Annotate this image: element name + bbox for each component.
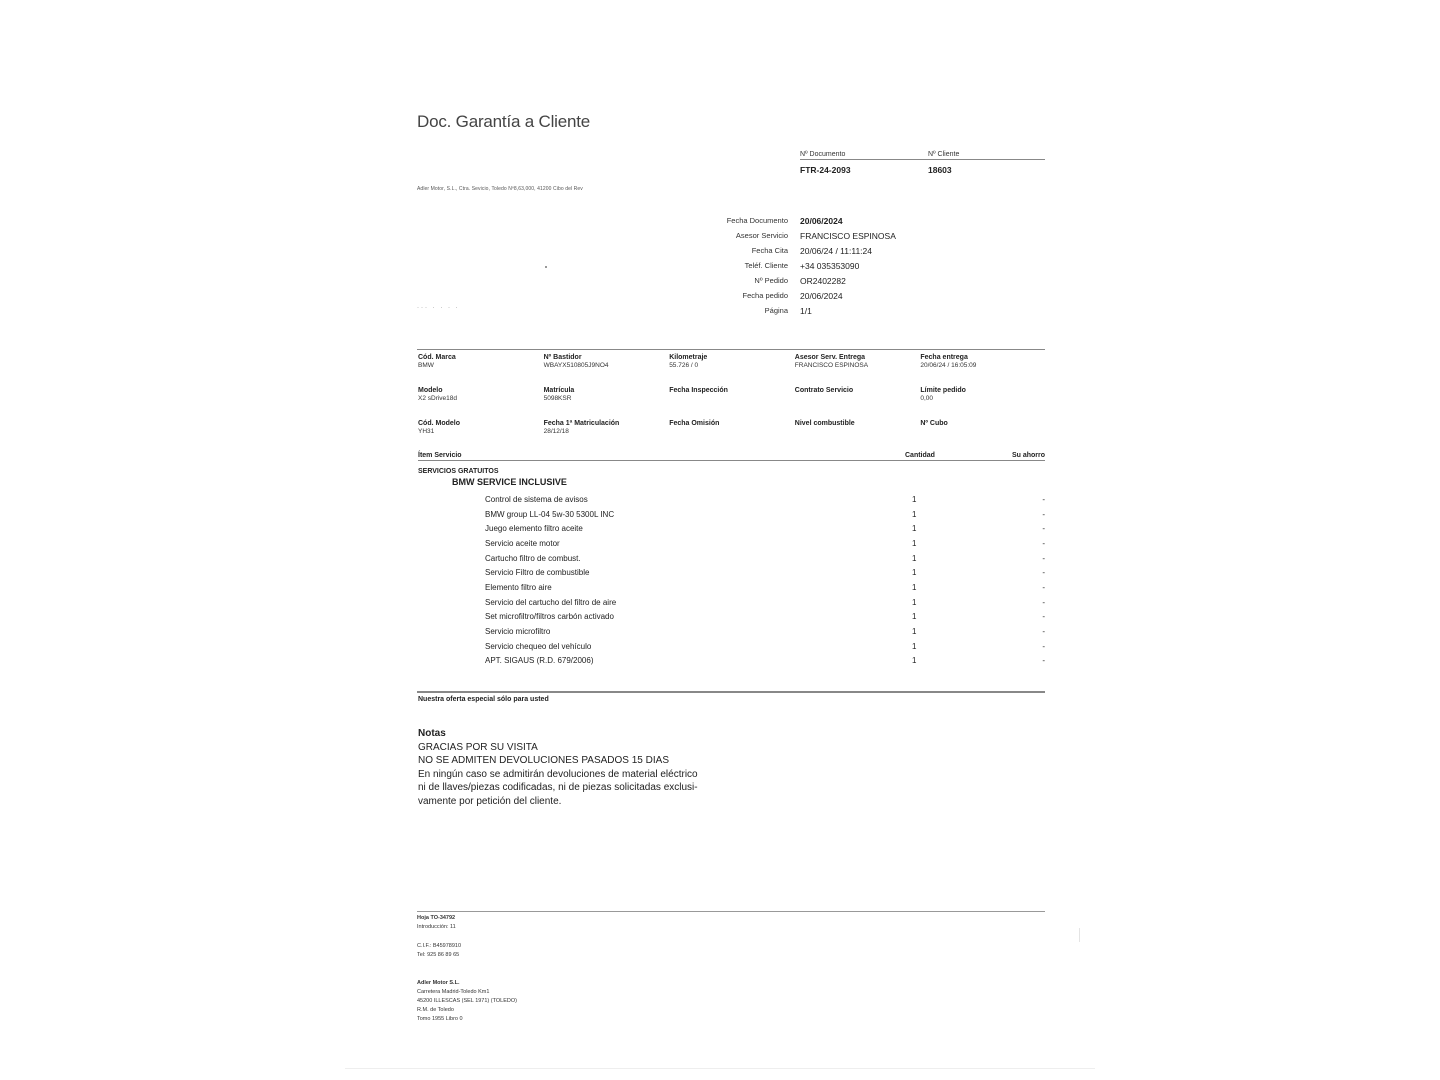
vehicle-label: Cód. Marca bbox=[418, 354, 456, 361]
meta-row bbox=[680, 288, 896, 303]
vehicle-value: 28/12/18 bbox=[543, 428, 569, 435]
service-items bbox=[485, 492, 1045, 668]
meta-value: +34 035353090 bbox=[800, 260, 860, 271]
item-name: Servicio microfiltro bbox=[485, 627, 551, 637]
vehicle-label: Fecha Inspección bbox=[669, 387, 728, 394]
footer-line: Tel: 925 86 89 65 bbox=[417, 952, 460, 958]
vehicle-value: 20/06/24 / 16:05:09 bbox=[920, 362, 977, 369]
vehicle-label: Nº Cubo bbox=[920, 420, 948, 427]
service-item bbox=[485, 521, 1045, 536]
document-number-header bbox=[800, 151, 1045, 175]
footer-line: Carretera Madrid-Toledo Km1 bbox=[417, 989, 490, 995]
item-qty: 1 bbox=[912, 568, 917, 578]
vehicle-label: Kilometraje bbox=[669, 354, 708, 361]
sender-line: Adler Motor, S.L., Ctra. Sevicio, Toledo Nº8,63,000, 41200 Cibo del Rev bbox=[417, 186, 583, 192]
item-saving: - bbox=[1042, 509, 1045, 519]
column-quantity: Cantidad bbox=[905, 452, 935, 459]
vehicle-label: Asesor Serv. Entrega bbox=[794, 354, 866, 361]
scan-edge bbox=[345, 1068, 1095, 1069]
notes-line: En ningún caso se admitirán devoluciones de material eléctrico bbox=[418, 768, 698, 780]
meta-row bbox=[680, 303, 896, 318]
footer-line: Hoja TO-34792 bbox=[417, 915, 456, 921]
address-fragment: ··· · · · · bbox=[417, 305, 460, 311]
vehicle-label: Límite pedido bbox=[920, 387, 966, 394]
vehicle-cell bbox=[795, 420, 921, 453]
notes-line: ni de llaves/piezas codificadas, ni de piezas solicitadas exclusi- bbox=[418, 782, 698, 793]
service-item bbox=[485, 492, 1045, 507]
vehicle-value: X2 sDrive18d bbox=[418, 395, 458, 402]
divider bbox=[417, 911, 1045, 912]
meta-key: Fecha pedido bbox=[742, 291, 788, 300]
item-qty: 1 bbox=[912, 597, 917, 607]
service-item bbox=[485, 580, 1045, 595]
client-number-value: 18603 bbox=[928, 165, 952, 175]
document-meta bbox=[680, 213, 896, 318]
item-qty: 1 bbox=[912, 494, 917, 504]
item-saving: - bbox=[1042, 656, 1045, 666]
vehicle-cell bbox=[418, 387, 544, 420]
footer-block-2 bbox=[417, 942, 461, 960]
notes-line: GRACIAS POR SU VISITA bbox=[418, 741, 538, 753]
meta-key: Teléf. Cliente bbox=[744, 261, 788, 270]
vehicle-cell bbox=[669, 420, 795, 453]
footer-block-1 bbox=[417, 914, 456, 932]
service-item bbox=[485, 565, 1045, 580]
meta-row bbox=[680, 258, 896, 273]
item-name: Cartucho filtro de combust. bbox=[485, 553, 581, 563]
vehicle-label: Fecha 1ª Matriculación bbox=[543, 420, 620, 427]
service-item bbox=[485, 654, 1045, 669]
service-item bbox=[485, 624, 1045, 639]
item-name: Servicio del cartucho del filtro de aire bbox=[485, 597, 617, 607]
item-saving: - bbox=[1042, 568, 1045, 578]
notes-line: vamente por petición del cliente. bbox=[418, 795, 562, 807]
client-number-label: Nº Cliente bbox=[928, 151, 960, 158]
meta-value: 20/06/2024 bbox=[800, 290, 843, 301]
vehicle-label: Nº Bastidor bbox=[543, 354, 582, 361]
doc-number-label: Nº Documento bbox=[800, 151, 846, 158]
vehicle-value: 0,00 bbox=[920, 395, 934, 402]
column-saving: Su ahorro bbox=[1011, 452, 1045, 459]
package-heading: BMW SERVICE INCLUSIVE bbox=[452, 477, 567, 487]
meta-key: Nº Pedido bbox=[754, 276, 788, 285]
item-qty: 1 bbox=[912, 538, 917, 548]
meta-key: Fecha Documento bbox=[726, 216, 788, 225]
footer-line: Tomo 1955 Libro 0 bbox=[417, 1016, 463, 1022]
meta-row bbox=[680, 243, 896, 258]
service-item bbox=[485, 536, 1045, 551]
meta-row bbox=[680, 213, 896, 228]
notes-line: NO SE ADMITEN DEVOLUCIONES PASADOS 15 DIAS bbox=[418, 755, 669, 766]
footer-line: R.M. de Toledo bbox=[417, 1007, 454, 1013]
vehicle-cell bbox=[669, 387, 795, 420]
vehicle-cell bbox=[669, 354, 795, 387]
vehicle-row bbox=[418, 387, 1046, 420]
column-item: Ítem Servicio bbox=[418, 452, 462, 459]
item-saving: - bbox=[1042, 582, 1045, 592]
vehicle-value: BMW bbox=[418, 362, 434, 369]
vehicle-value: WBAYX510805J9NO4 bbox=[543, 362, 609, 369]
item-name: Set microfiltro/filtros carbón activado bbox=[485, 612, 614, 622]
vehicle-cell bbox=[920, 420, 1046, 453]
vehicle-value: FRANCISCO ESPINOSA bbox=[794, 362, 869, 369]
vehicle-cell bbox=[920, 387, 1046, 420]
document-title: Doc. Garantía a Cliente bbox=[417, 112, 591, 131]
vehicle-label: Modelo bbox=[418, 387, 443, 394]
vehicle-cell bbox=[795, 387, 921, 420]
service-item bbox=[485, 610, 1045, 625]
footer-line: Introducción: 11 bbox=[417, 924, 456, 930]
item-saving: - bbox=[1042, 538, 1045, 548]
meta-row bbox=[680, 228, 896, 243]
vehicle-cell bbox=[418, 354, 544, 387]
service-item bbox=[485, 639, 1045, 654]
vehicle-cell bbox=[795, 354, 921, 387]
item-qty: 1 bbox=[912, 509, 917, 519]
item-saving: - bbox=[1042, 627, 1045, 637]
divider bbox=[417, 349, 1045, 350]
meta-value: FRANCISCO ESPINOSA bbox=[800, 230, 896, 241]
meta-value: 1/1 bbox=[800, 305, 812, 316]
vehicle-cell bbox=[418, 420, 544, 453]
meta-row bbox=[680, 273, 896, 288]
services-table-header bbox=[418, 452, 1045, 461]
vehicle-cell bbox=[920, 354, 1046, 387]
vehicle-row bbox=[418, 420, 1046, 453]
item-qty: 1 bbox=[912, 627, 917, 637]
item-name: Servicio aceite motor bbox=[485, 538, 560, 548]
vehicle-details bbox=[418, 354, 1046, 453]
vehicle-value: YH31 bbox=[418, 428, 435, 435]
vehicle-value: 55.726 / 0 bbox=[669, 362, 699, 369]
vehicle-value: 5098KSR bbox=[543, 395, 572, 402]
service-item bbox=[485, 595, 1045, 610]
notes-heading: Notas bbox=[418, 728, 446, 739]
item-qty: 1 bbox=[912, 612, 917, 622]
footer-line: 45200 ILLESCAS (SEL 1971) (TOLEDO) bbox=[417, 998, 517, 1004]
item-name: Servicio Filtro de combustible bbox=[485, 568, 590, 578]
meta-key: Página bbox=[764, 306, 788, 315]
meta-key: Asesor Servicio bbox=[735, 231, 788, 240]
vehicle-row bbox=[418, 354, 1046, 387]
item-name: Juego elemento filtro aceite bbox=[485, 524, 583, 534]
vehicle-cell bbox=[544, 354, 670, 387]
footer-block-3 bbox=[417, 979, 517, 1024]
item-name: Elemento filtro aire bbox=[485, 582, 552, 592]
item-saving: - bbox=[1042, 641, 1045, 651]
item-qty: 1 bbox=[912, 582, 917, 592]
vehicle-label: Contrato Servicio bbox=[794, 387, 854, 394]
item-saving: - bbox=[1042, 524, 1045, 534]
item-saving: - bbox=[1042, 553, 1045, 563]
divider bbox=[417, 691, 1045, 693]
vehicle-label: Fecha entrega bbox=[920, 354, 968, 361]
item-saving: - bbox=[1042, 597, 1045, 607]
special-offer-heading: Nuestra oferta especial sólo para usted bbox=[418, 696, 549, 703]
item-saving: - bbox=[1042, 612, 1045, 622]
footer-line: C.I.F.: B45978910 bbox=[417, 943, 462, 949]
service-item bbox=[485, 551, 1045, 566]
item-name: Control de sistema de avisos bbox=[485, 494, 588, 504]
vehicle-label: Cód. Modelo bbox=[418, 420, 460, 427]
meta-value: 20/06/2024 bbox=[800, 215, 843, 226]
item-name: BMW group LL-04 5w-30 5300L INC bbox=[485, 509, 615, 519]
notes-section bbox=[418, 727, 758, 808]
meta-value: 20/06/24 / 11:11:24 bbox=[800, 245, 872, 256]
scan-edge bbox=[1079, 928, 1080, 942]
vehicle-cell bbox=[544, 420, 670, 453]
free-services-heading: SERVICIOS GRATUITOS bbox=[418, 468, 499, 475]
item-qty: 1 bbox=[912, 641, 917, 651]
vehicle-label: Matrícula bbox=[543, 387, 575, 394]
vehicle-label: Nivel combustible bbox=[794, 420, 855, 427]
service-item bbox=[485, 507, 1045, 522]
footer-line: Adler Motor S.L. bbox=[417, 980, 460, 986]
item-qty: 1 bbox=[912, 656, 917, 666]
meta-value: OR2402282 bbox=[800, 275, 846, 286]
meta-key: Fecha Cita bbox=[751, 246, 788, 255]
item-name: Servicio chequeo del vehículo bbox=[485, 641, 592, 651]
vehicle-label: Fecha Omisión bbox=[669, 420, 720, 427]
item-qty: 1 bbox=[912, 524, 917, 534]
item-qty: 1 bbox=[912, 553, 917, 563]
doc-number-value: FTR-24-2093 bbox=[800, 165, 851, 175]
vehicle-cell bbox=[544, 387, 670, 420]
address-mark bbox=[545, 266, 547, 268]
item-name: APT. SIGAUS (R.D. 679/2006) bbox=[485, 656, 594, 666]
item-saving: - bbox=[1042, 494, 1045, 504]
